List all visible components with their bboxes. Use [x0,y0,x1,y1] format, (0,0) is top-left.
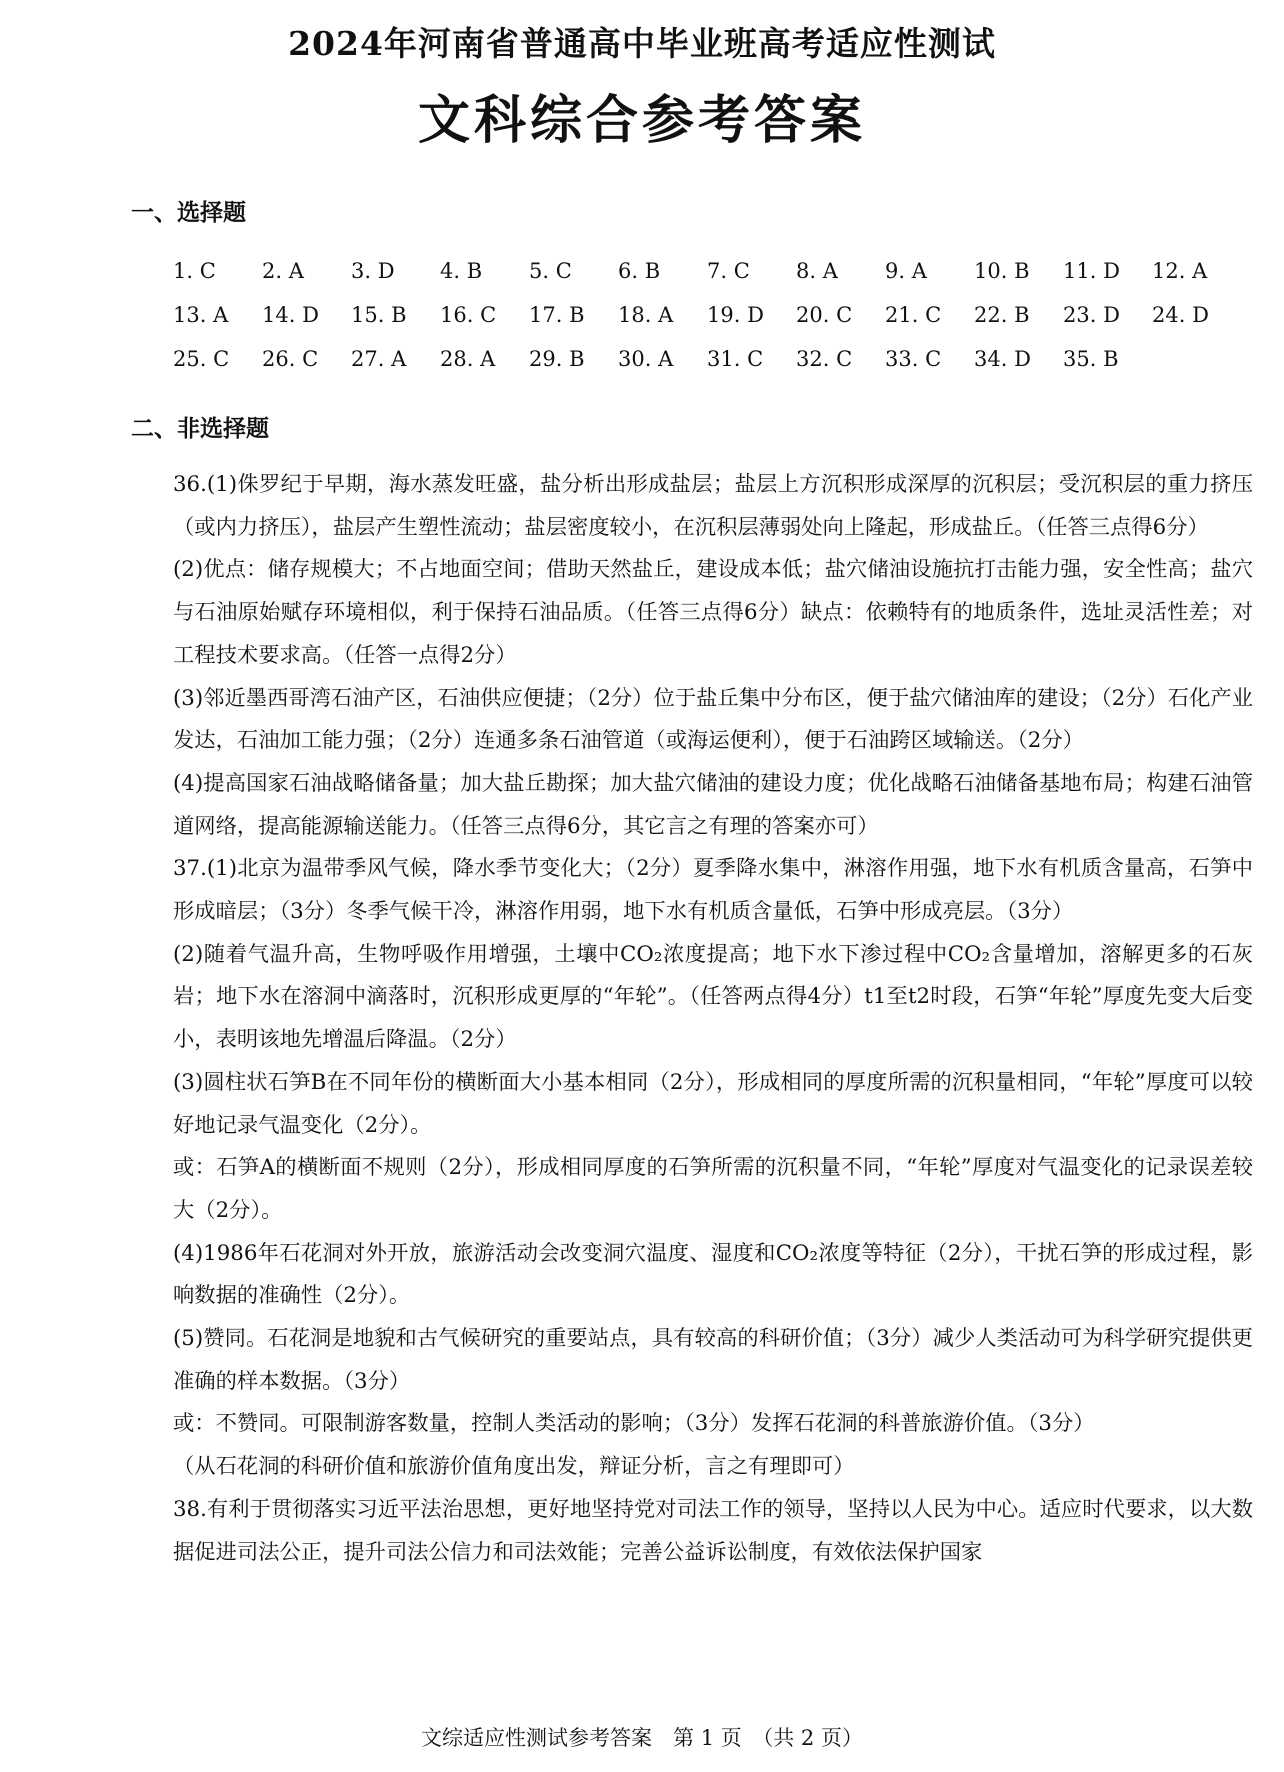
answer-paragraph: (3)圆柱状石笋B在不同年份的横断面大小基本相同（2分），形成相同的厚度所需的沉积量相同，“年轮”厚度可以较好地记录气温变化（2分）。 [173,1069,1253,1138]
answer-item: 22. B [974,303,1030,327]
answer-item: 30. A [618,347,674,371]
answer-paragraph: 或：不赞同。可限制游客数量，控制人类活动的影响；（3分）发挥石花洞的科普旅游价值。（3分） [173,1411,1095,1437]
answer-paragraph: 或：石笋A的横断面不规则（2分），形成相同厚度的石笋所需的沉积量不同，“年轮”厚度对气温变化的记录误差较大（2分）。 [173,1155,1253,1223]
answer-item: 34. D [974,347,1031,371]
answer-item: 10. B [974,259,1030,283]
answer-item: 29. B [529,347,585,371]
answer-item: 16. C [440,303,497,327]
answer-item: 1. C [173,259,216,283]
answer-item: 2. A [262,259,304,283]
answer-item: 15. B [351,303,407,327]
answer-paragraph: 38.有利于贯彻落实习近平法治思想，更好地坚持党对司法工作的领导，坚持以人民为中心。适应时代要求，以大数据促进司法公正，提升司法公信力和司法效能；完善公益诉讼制度，有效依法保护国家 [173,1496,1253,1565]
answer-item: 7. C [707,259,750,283]
answer-item: 4. B [440,259,483,283]
answer-item: 9. A [885,259,927,283]
answer-paragraph: (3)邻近墨西哥湾石油产区，石油供应便捷；（2分）位于盐丘集中分布区，便于盐穴储油库的建设；（2分）石化产业发达，石油加工能力强；（2分）连通多条石油管道（或海运便利），便于石油跨区域输送。（2分） [173,685,1253,754]
answer-item: 19. D [707,303,764,327]
document-subtitle: 文科综合参考答案 [417,90,866,151]
answer-item: 8. A [796,259,838,283]
answer-grid [173,258,1273,372]
answer-item: 3. D [351,259,395,283]
answer-item: 21. C [885,303,942,327]
answer-paragraph: (4)1986年石花洞对外开放，旅游活动会改变洞穴温度、湿度和CO₂浓度等特征（2分），干扰石笋的形成过程，影响数据的准确性（2分）。 [173,1240,1253,1309]
answer-item: 18. A [618,303,674,327]
answer-paragraph: 36.(1)侏罗纪于早期，海水蒸发旺盛，盐分析出形成盐层；盐层上方沉积形成深厚的沉积层；受沉积层的重力挤压（或内力挤压），盐层产生塑性流动；盐层密度较小，在沉积层薄弱处向上隆起，形成盐丘。（任答三点得6分） [173,472,1253,540]
answer-item: 24. D [1152,303,1209,327]
answer-item: 13. A [173,303,229,327]
page-footer: 文综适应性测试参考答案 第 1 页 （共 2 页） [421,1726,863,1750]
answer-paragraph: (4)提高国家石油战略储备量；加大盐丘勘探；加大盐穴储油的建设力度；优化战略石油储备基地布局；构建石油管道网络，提高能源输送能力。（任答三点得6分，其它言之有理的答案亦可） [173,770,1253,839]
answer-item: 33. C [885,347,942,371]
answer-item: 23. D [1063,303,1120,327]
answer-item: 32. C [796,347,853,371]
answer-item: 28. A [440,347,496,371]
answer-item: 26. C [262,347,319,371]
answer-item: 6. B [618,259,661,283]
answer-item: 12. A [1152,259,1208,283]
answer-item: 17. B [529,303,585,327]
answer-item: 31. C [707,347,764,371]
answer-item: 14. D [262,303,319,327]
answer-item: 5. C [529,259,572,283]
answer-paragraph: (2)随着气温升高，生物呼吸作用增强，土壤中CO₂浓度提高；地下水下渗过程中CO₂含量增加，溶解更多的石灰岩；地下水在溶洞中滴落时，沉积形成更厚的“年轮”。（任答两点得4分）t1至t2时段，石笋“年轮”厚度先变大后变小，表明该地先增温后降温。（2分） [173,941,1253,1053]
essay-answers [173,464,1253,1574]
answer-item: 35. B [1063,347,1119,371]
answer-item: 25. C [173,347,230,371]
answer-paragraph: (2)优点：储存规模大；不占地面空间；借助天然盐丘，建设成本低；盐穴储油设施抗打击能力强，安全性高；盐穴与石油原始赋存环境相似，利于保持石油品质。（任答三点得6分）缺点：依赖特有的地质条件，选址灵活性差；对工程技术要求高。（任答一点得2分） [173,557,1253,668]
section-heading-essay: 二、非选择题 [131,416,269,442]
section-heading-choice: 一、选择题 [131,200,246,226]
answer-item: 20. C [796,303,853,327]
answer-paragraph: 37.(1)北京为温带季风气候，降水季节变化大；（2分）夏季降水集中，淋溶作用强，地下水有机质含量高，石笋中形成暗层；（3分）冬季气候干冷，淋溶作用弱，地下水有机质含量低，石笋中形成亮层。（3分） [173,856,1253,925]
answer-key [173,258,1273,372]
answer-paragraph: （从石花洞的科研价值和旅游价值角度出发，辩证分析，言之有理即可） [173,1454,855,1480]
answer-paragraph: (5)赞同。石花洞是地貌和古气候研究的重要站点，具有较高的科研价值；（3分）减少人类活动可为科学研究提供更准确的样本数据。（3分） [173,1326,1253,1394]
document-title: 2024年河南省普通高中毕业班高考适应性测试 [288,24,996,63]
answer-item: 11. D [1063,259,1120,283]
answer-item: 27. A [351,347,407,371]
